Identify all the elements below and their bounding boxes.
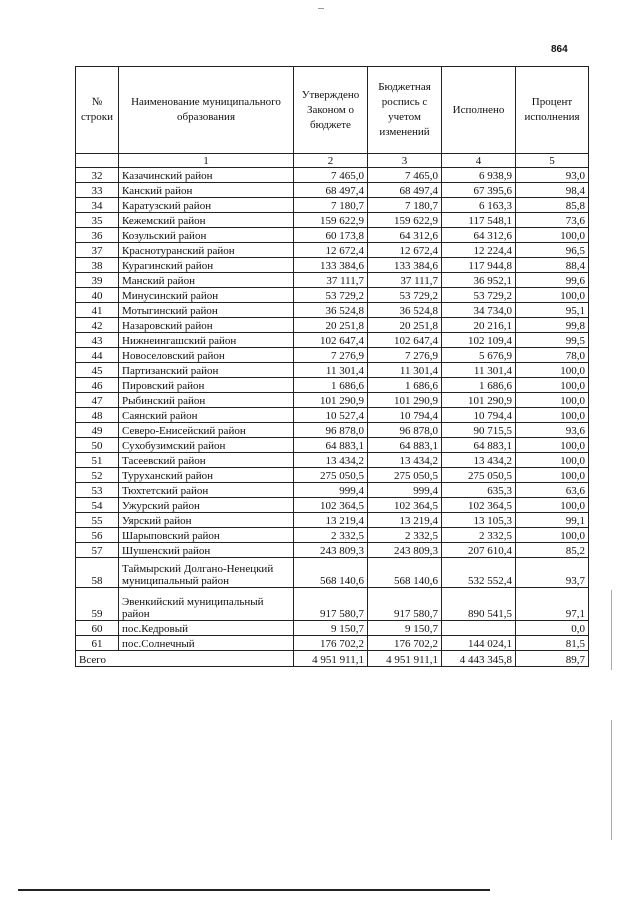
executed-cell: 101 290,9: [442, 393, 516, 408]
executed-cell: 890 541,5: [442, 588, 516, 621]
column-number: 3: [368, 154, 442, 168]
approved-cell: 68 497,4: [294, 183, 368, 198]
table-row: [76, 213, 589, 228]
revised-cell: 176 702,2: [368, 636, 442, 651]
header-revised: Бюджетная роспись с учетом изменений: [368, 67, 442, 154]
row-number-cell: 33: [76, 183, 119, 198]
total-percent: 89,7: [516, 651, 589, 667]
table-row: [76, 318, 589, 333]
row-number-cell: 57: [76, 543, 119, 558]
approved-cell: 53 729,2: [294, 288, 368, 303]
header-percent: Процент исполнения: [516, 67, 589, 154]
percent-cell: 99,8: [516, 318, 589, 333]
percent-cell: 100,0: [516, 468, 589, 483]
row-number-cell: 42: [76, 318, 119, 333]
table-row: [76, 168, 589, 183]
executed-cell: 102 364,5: [442, 498, 516, 513]
approved-cell: 12 672,4: [294, 243, 368, 258]
header-executed: Исполнено: [442, 67, 516, 154]
revised-cell: 275 050,5: [368, 468, 442, 483]
revised-cell: 20 251,8: [368, 318, 442, 333]
approved-cell: 102 364,5: [294, 498, 368, 513]
approved-cell: 36 524,8: [294, 303, 368, 318]
municipality-name-cell: Пировский район: [119, 378, 294, 393]
percent-cell: 100,0: [516, 393, 589, 408]
row-number-cell: 45: [76, 363, 119, 378]
executed-cell: 13 105,3: [442, 513, 516, 528]
header-municipality-name: Наименование муниципального образования: [119, 67, 294, 154]
percent-cell: 93,7: [516, 558, 589, 588]
executed-cell: 6 938,9: [442, 168, 516, 183]
percent-cell: 96,5: [516, 243, 589, 258]
executed-cell: [442, 621, 516, 636]
approved-cell: 243 809,3: [294, 543, 368, 558]
revised-cell: 36 524,8: [368, 303, 442, 318]
municipality-name-cell: Шарыповский район: [119, 528, 294, 543]
budget-execution-table: [75, 66, 589, 667]
total-label: Всего: [76, 651, 294, 667]
percent-cell: 97,1: [516, 588, 589, 621]
row-number-cell: 53: [76, 483, 119, 498]
column-number: 5: [516, 154, 589, 168]
revised-cell: 64 312,6: [368, 228, 442, 243]
percent-cell: 100,0: [516, 498, 589, 513]
approved-cell: 133 384,6: [294, 258, 368, 273]
approved-cell: 7 180,7: [294, 198, 368, 213]
municipality-name-cell: Мотыгинский район: [119, 303, 294, 318]
percent-cell: 100,0: [516, 288, 589, 303]
revised-cell: 1 686,6: [368, 378, 442, 393]
approved-cell: 2 332,5: [294, 528, 368, 543]
table-row: [76, 558, 589, 588]
percent-cell: 98,4: [516, 183, 589, 198]
revised-cell: 10 794,4: [368, 408, 442, 423]
row-number-cell: 54: [76, 498, 119, 513]
row-number-cell: 38: [76, 258, 119, 273]
approved-cell: 10 527,4: [294, 408, 368, 423]
row-number-cell: 61: [76, 636, 119, 651]
row-number-cell: 40: [76, 288, 119, 303]
approved-cell: 60 173,8: [294, 228, 368, 243]
table-row: [76, 636, 589, 651]
top-mark: [318, 8, 324, 9]
municipality-name-cell: Канский район: [119, 183, 294, 198]
percent-cell: 85,2: [516, 543, 589, 558]
executed-cell: 10 794,4: [442, 408, 516, 423]
approved-cell: 159 622,9: [294, 213, 368, 228]
row-number-cell: 49: [76, 423, 119, 438]
executed-cell: 117 944,8: [442, 258, 516, 273]
row-number-cell: 37: [76, 243, 119, 258]
percent-cell: 100,0: [516, 438, 589, 453]
total-row: [76, 651, 589, 667]
row-number-cell: 48: [76, 408, 119, 423]
municipality-name-cell: Козульский район: [119, 228, 294, 243]
percent-cell: 100,0: [516, 228, 589, 243]
executed-cell: 64 312,6: [442, 228, 516, 243]
table-body: [76, 168, 589, 651]
municipality-name-cell: Минусинский район: [119, 288, 294, 303]
executed-cell: 532 552,4: [442, 558, 516, 588]
total-approved: 4 951 911,1: [294, 651, 368, 667]
percent-cell: 100,0: [516, 378, 589, 393]
revised-cell: 102 647,4: [368, 333, 442, 348]
percent-cell: 78,0: [516, 348, 589, 363]
executed-cell: 117 548,1: [442, 213, 516, 228]
table-row: [76, 528, 589, 543]
percent-cell: 99,1: [516, 513, 589, 528]
approved-cell: 96 878,0: [294, 423, 368, 438]
row-number-cell: 36: [76, 228, 119, 243]
percent-cell: 63,6: [516, 483, 589, 498]
table-row: [76, 363, 589, 378]
executed-cell: 635,3: [442, 483, 516, 498]
column-number-row: [76, 154, 589, 168]
percent-cell: 85,8: [516, 198, 589, 213]
approved-cell: 9 150,7: [294, 621, 368, 636]
executed-cell: 67 395,6: [442, 183, 516, 198]
revised-cell: 9 150,7: [368, 621, 442, 636]
row-number-cell: 55: [76, 513, 119, 528]
municipality-name-cell: Кежемский район: [119, 213, 294, 228]
approved-cell: 102 647,4: [294, 333, 368, 348]
revised-cell: 101 290,9: [368, 393, 442, 408]
executed-cell: 275 050,5: [442, 468, 516, 483]
municipality-name-cell: Курагинский район: [119, 258, 294, 273]
revised-cell: 37 111,7: [368, 273, 442, 288]
percent-cell: 88,4: [516, 258, 589, 273]
executed-cell: 6 163,3: [442, 198, 516, 213]
column-number: 4: [442, 154, 516, 168]
revised-cell: 13 434,2: [368, 453, 442, 468]
table-row: [76, 333, 589, 348]
header-row: [76, 67, 589, 154]
executed-cell: 34 734,0: [442, 303, 516, 318]
row-number-cell: 59: [76, 588, 119, 621]
executed-cell: 144 024,1: [442, 636, 516, 651]
table-row: [76, 303, 589, 318]
municipality-name-cell: Нижнеингашский район: [119, 333, 294, 348]
table-row: [76, 393, 589, 408]
executed-cell: 90 715,5: [442, 423, 516, 438]
municipality-name-cell: Саянский район: [119, 408, 294, 423]
table-row: [76, 198, 589, 213]
percent-cell: 100,0: [516, 453, 589, 468]
municipality-name-cell: Рыбинский район: [119, 393, 294, 408]
percent-cell: 73,6: [516, 213, 589, 228]
executed-cell: 13 434,2: [442, 453, 516, 468]
total-executed: 4 443 345,8: [442, 651, 516, 667]
row-number-cell: 34: [76, 198, 119, 213]
municipality-name-cell: Уярский район: [119, 513, 294, 528]
table-row: [76, 498, 589, 513]
scan-edge-mark: [611, 720, 612, 840]
table-row: [76, 513, 589, 528]
municipality-name-cell: Таймырский Долгано-Ненецкий муниципальный район: [119, 558, 294, 588]
row-number-cell: 56: [76, 528, 119, 543]
page-number: 864: [551, 44, 568, 55]
approved-cell: 101 290,9: [294, 393, 368, 408]
revised-cell: 102 364,5: [368, 498, 442, 513]
municipality-name-cell: Манский район: [119, 273, 294, 288]
revised-cell: 12 672,4: [368, 243, 442, 258]
total-revised: 4 951 911,1: [368, 651, 442, 667]
table-row: [76, 183, 589, 198]
row-number-cell: 52: [76, 468, 119, 483]
percent-cell: 93,0: [516, 168, 589, 183]
table-row: [76, 621, 589, 636]
executed-cell: 64 883,1: [442, 438, 516, 453]
revised-cell: 53 729,2: [368, 288, 442, 303]
revised-cell: 11 301,4: [368, 363, 442, 378]
revised-cell: 133 384,6: [368, 258, 442, 273]
row-number-cell: 39: [76, 273, 119, 288]
percent-cell: 95,1: [516, 303, 589, 318]
table-row: [76, 348, 589, 363]
executed-cell: 20 216,1: [442, 318, 516, 333]
row-number-cell: 51: [76, 453, 119, 468]
header-row-number: № строки: [76, 67, 119, 154]
table-row: [76, 288, 589, 303]
scan-edge-mark: [611, 590, 612, 670]
percent-cell: 99,5: [516, 333, 589, 348]
revised-cell: 96 878,0: [368, 423, 442, 438]
approved-cell: 568 140,6: [294, 558, 368, 588]
percent-cell: 100,0: [516, 528, 589, 543]
municipality-name-cell: Назаровский район: [119, 318, 294, 333]
row-number-cell: 43: [76, 333, 119, 348]
row-number-cell: 60: [76, 621, 119, 636]
approved-cell: 11 301,4: [294, 363, 368, 378]
percent-cell: 81,5: [516, 636, 589, 651]
approved-cell: 1 686,6: [294, 378, 368, 393]
approved-cell: 37 111,7: [294, 273, 368, 288]
column-number: 1: [119, 154, 294, 168]
column-number: 2: [294, 154, 368, 168]
executed-cell: 36 952,1: [442, 273, 516, 288]
approved-cell: 999,4: [294, 483, 368, 498]
table-row: [76, 483, 589, 498]
row-number-cell: 35: [76, 213, 119, 228]
revised-cell: 243 809,3: [368, 543, 442, 558]
approved-cell: 20 251,8: [294, 318, 368, 333]
revised-cell: 2 332,5: [368, 528, 442, 543]
municipality-name-cell: Сухобузимский район: [119, 438, 294, 453]
row-number-cell: 44: [76, 348, 119, 363]
municipality-name-cell: Тюхтетский район: [119, 483, 294, 498]
row-number-cell: 32: [76, 168, 119, 183]
table-row: [76, 468, 589, 483]
executed-cell: 53 729,2: [442, 288, 516, 303]
municipality-name-cell: Северо-Енисейский район: [119, 423, 294, 438]
table-row: [76, 273, 589, 288]
municipality-name-cell: пос.Кедровый: [119, 621, 294, 636]
executed-cell: 207 610,4: [442, 543, 516, 558]
revised-cell: 64 883,1: [368, 438, 442, 453]
approved-cell: 7 276,9: [294, 348, 368, 363]
approved-cell: 13 219,4: [294, 513, 368, 528]
municipality-name-cell: Эвенкийский муниципальный район: [119, 588, 294, 621]
revised-cell: 13 219,4: [368, 513, 442, 528]
revised-cell: 7 276,9: [368, 348, 442, 363]
row-number-cell: 47: [76, 393, 119, 408]
table-row: [76, 228, 589, 243]
table-row: [76, 543, 589, 558]
executed-cell: 12 224,4: [442, 243, 516, 258]
percent-cell: 100,0: [516, 363, 589, 378]
revised-cell: 159 622,9: [368, 213, 442, 228]
approved-cell: 64 883,1: [294, 438, 368, 453]
revised-cell: 568 140,6: [368, 558, 442, 588]
approved-cell: 13 434,2: [294, 453, 368, 468]
revised-cell: 999,4: [368, 483, 442, 498]
row-number-cell: 41: [76, 303, 119, 318]
approved-cell: 176 702,2: [294, 636, 368, 651]
municipality-name-cell: Шушенский район: [119, 543, 294, 558]
percent-cell: 100,0: [516, 408, 589, 423]
municipality-name-cell: Новоселовский район: [119, 348, 294, 363]
municipality-name-cell: Тасеевский район: [119, 453, 294, 468]
table-row: [76, 408, 589, 423]
percent-cell: 0,0: [516, 621, 589, 636]
approved-cell: 917 580,7: [294, 588, 368, 621]
row-number-cell: 50: [76, 438, 119, 453]
table-row: [76, 588, 589, 621]
column-number-blank: [76, 154, 119, 168]
executed-cell: 1 686,6: [442, 378, 516, 393]
municipality-name-cell: Партизанский район: [119, 363, 294, 378]
executed-cell: 11 301,4: [442, 363, 516, 378]
municipality-name-cell: Каратузский район: [119, 198, 294, 213]
municipality-name-cell: Ужурский район: [119, 498, 294, 513]
executed-cell: 2 332,5: [442, 528, 516, 543]
approved-cell: 275 050,5: [294, 468, 368, 483]
municipality-name-cell: Казачинский район: [119, 168, 294, 183]
header-approved: Утверждено Законом о бюджете: [294, 67, 368, 154]
percent-cell: 99,6: [516, 273, 589, 288]
percent-cell: 93,6: [516, 423, 589, 438]
municipality-name-cell: Краснотуранский район: [119, 243, 294, 258]
municipality-name-cell: Туруханский район: [119, 468, 294, 483]
approved-cell: 7 465,0: [294, 168, 368, 183]
revised-cell: 68 497,4: [368, 183, 442, 198]
table-row: [76, 243, 589, 258]
table-row: [76, 453, 589, 468]
revised-cell: 917 580,7: [368, 588, 442, 621]
row-number-cell: 46: [76, 378, 119, 393]
revised-cell: 7 465,0: [368, 168, 442, 183]
revised-cell: 7 180,7: [368, 198, 442, 213]
footer-rule: [18, 889, 490, 891]
municipality-name-cell: пос.Солнечный: [119, 636, 294, 651]
table-row: [76, 423, 589, 438]
row-number-cell: 58: [76, 558, 119, 588]
executed-cell: 5 676,9: [442, 348, 516, 363]
table-row: [76, 438, 589, 453]
table-row: [76, 258, 589, 273]
table-row: [76, 378, 589, 393]
executed-cell: 102 109,4: [442, 333, 516, 348]
